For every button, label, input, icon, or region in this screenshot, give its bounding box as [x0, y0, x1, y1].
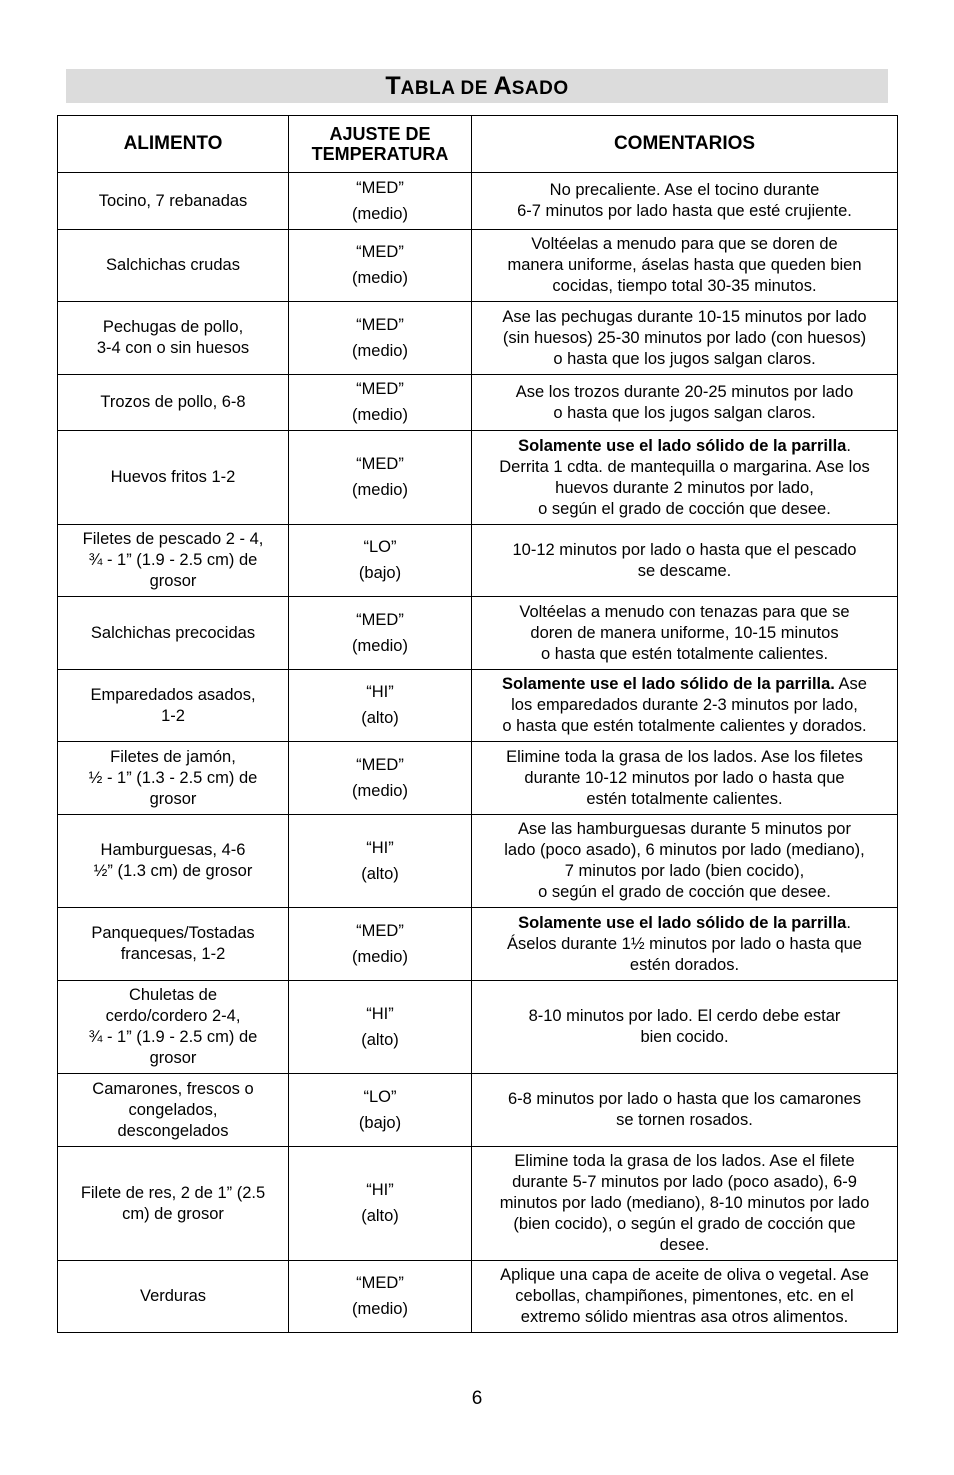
temperature-code: “MED” — [356, 243, 404, 261]
temperature-cell — [289, 670, 472, 742]
table-row — [58, 1074, 898, 1147]
table-row — [58, 908, 898, 981]
temperature-code: “MED” — [356, 755, 404, 774]
comment-cell — [472, 302, 898, 375]
comment-cell — [472, 742, 898, 815]
temperature-cell — [289, 431, 472, 525]
table-row — [58, 302, 898, 375]
food-cell: Filete de res, 2 de 1” (2.5 cm) de grosor — [58, 1147, 289, 1261]
header-food: ALIMENTO — [58, 116, 289, 173]
temperature-cell — [289, 597, 472, 670]
temperature-code: “HI” — [366, 838, 394, 857]
comment-emphasis-suffix: . — [846, 436, 851, 455]
comment-cell — [472, 670, 898, 742]
temperature-code: “HI” — [366, 683, 394, 701]
table-row — [58, 1147, 898, 1261]
comment-text: Áselos durante 1½ minutos por lado o hasta que estén dorados. — [507, 934, 862, 974]
comment-emphasis: Solamente use el lado sólido de la parrilla — [518, 436, 847, 455]
temperature-code: “HI” — [366, 1004, 394, 1023]
food-cell: Pechugas de pollo, 3-4 con o sin huesos — [58, 302, 289, 375]
temperature-code: “MED” — [356, 178, 404, 197]
comment-text: Aplique una capa de aceite de oliva o vegetal. Ase cebollas, champiñones, pimentones, etc. en el extremo sólido mientras asa otros alimentos. — [500, 1266, 869, 1326]
temperature-cell — [289, 1147, 472, 1261]
temperature-code: “MED” — [356, 921, 404, 940]
temperature-description: (medio) — [352, 481, 408, 499]
temperature-code: “MED” — [356, 1274, 404, 1292]
temperature-cell — [289, 908, 472, 981]
temperature-code: “LO” — [363, 1087, 397, 1106]
food-cell: Trozos de pollo, 6-8 — [58, 375, 289, 431]
temperature-cell — [289, 230, 472, 302]
temperature-description: (alto) — [361, 1207, 399, 1225]
table-row — [58, 815, 898, 908]
temperature-cell — [289, 1261, 472, 1333]
food-cell: Camarones, frescos o congelados, descongelados — [58, 1074, 289, 1147]
table-row — [58, 981, 898, 1074]
comment-cell — [472, 1074, 898, 1147]
comment-text: Ase los trozos durante 20-25 minutos por lado o hasta que los jugos salgan claros. — [515, 382, 854, 422]
page-number: 6 — [471, 1388, 483, 1409]
food-cell: Chuletas de cerdo/cordero 2-4, ¾ - 1” (1.9 - 2.5 cm) de grosor — [58, 981, 289, 1074]
table-row — [58, 230, 898, 302]
comment-text: 6-8 minutos por lado o hasta que los camarones se tornen rosados. — [507, 1090, 862, 1129]
comment-cell — [472, 525, 898, 597]
temperature-description: (alto) — [361, 1030, 399, 1049]
comment-emphasis-suffix: Ase — [834, 675, 867, 693]
food-cell: Hamburguesas, 4-6 ½” (1.3 cm) de grosor — [58, 815, 289, 908]
comment-text: Voltéelas a menudo para que se doren de manera uniforme, áselas hasta que queden bien cocidas, tiempo total 30-35 minutos. — [507, 235, 862, 295]
comment-text: Elimine toda la grasa de los lados. Ase el filete durante 5-7 minutos por lado (poco asado), 6-9 minutos por lado (mediano), 8-10 minutos por lado (bien cocido), o según el grado de cocción que desee. — [499, 1152, 870, 1254]
temperature-description: (medio) — [352, 341, 408, 360]
temperature-description: (alto) — [361, 864, 399, 883]
table-row — [58, 375, 898, 431]
comment-text: 8-10 minutos por lado. El cerdo debe estar bien cocido. — [528, 1007, 841, 1046]
food-cell: Filetes de jamón, ½ - 1” (1.3 - 2.5 cm) de grosor — [58, 742, 289, 815]
comment-text: No precaliente. Ase el tocino durante 6-7 minutos por lado hasta que esté crujiente. — [517, 181, 852, 220]
temperature-description: (medio) — [352, 636, 408, 655]
temperature-code: “LO” — [363, 538, 397, 556]
temperature-cell — [289, 375, 472, 431]
temperature-code: “MED” — [356, 455, 404, 473]
comment-text: Ase las pechugas durante 10-15 minutos por lado (sin huesos) 25-30 minutos por lado (con huesos) o hasta que los jugos salgan claros. — [502, 307, 867, 368]
table-row — [58, 431, 898, 525]
temperature-description: (medio) — [352, 406, 408, 424]
comment-cell — [472, 431, 898, 525]
comment-emphasis: Solamente use el lado sólido de la parrilla. — [502, 675, 835, 693]
comment-cell — [472, 981, 898, 1074]
comment-cell — [472, 815, 898, 908]
food-cell: Salchichas precocidas — [58, 597, 289, 670]
temperature-cell — [289, 173, 472, 230]
table-row — [58, 173, 898, 230]
temperature-code: “MED” — [356, 315, 404, 334]
food-cell: Emparedados asados, 1-2 — [58, 670, 289, 742]
temperature-cell — [289, 742, 472, 815]
temperature-cell — [289, 1074, 472, 1147]
food-cell: Verduras — [58, 1261, 289, 1333]
header-comments: COMENTARIOS — [472, 116, 898, 173]
temperature-cell — [289, 815, 472, 908]
food-cell: Salchichas crudas — [58, 230, 289, 302]
comment-text: 10-12 minutos por lado o hasta que el pescado se descame. — [512, 540, 857, 580]
page-title: TABLA DE ASADO — [66, 69, 888, 103]
comment-text: los emparedados durante 2-3 minutos por lado, o hasta que estén totalmente calientes y dorados. — [502, 696, 867, 735]
comment-text: Ase las hamburguesas durante 5 minutos por lado (poco asado), 6 minutos por lado (mediano), 7 minutos por lado (bien cocido), o según el grado de cocción que desee. — [504, 820, 865, 901]
food-cell: Huevos fritos 1-2 — [58, 431, 289, 525]
comment-cell — [472, 1261, 898, 1333]
table-row — [58, 670, 898, 742]
comment-emphasis: Solamente use el lado sólido de la parrilla — [518, 913, 847, 932]
table-row — [58, 1261, 898, 1333]
temperature-code: “HI” — [366, 1181, 394, 1199]
food-cell: Tocino, 7 rebanadas — [58, 173, 289, 230]
comment-cell — [472, 375, 898, 431]
table-header-row — [58, 116, 898, 173]
temperature-description: (medio) — [352, 269, 408, 287]
temperature-description: (medio) — [352, 947, 408, 966]
comment-text: Derrita 1 cdta. de mantequilla o margarina. Ase los huevos durante 2 minutos por lado, o según el grado de cocción que desee. — [499, 457, 870, 518]
comment-cell — [472, 908, 898, 981]
food-cell: Filetes de pescado 2 - 4, ¾ - 1” (1.9 - 2.5 cm) de grosor — [58, 525, 289, 597]
comment-text: Elimine toda la grasa de los lados. Ase los filetes durante 10-12 minutos por lado o hasta que estén totalmente calientes. — [506, 747, 863, 808]
temperature-description: (bajo) — [358, 1113, 402, 1132]
temperature-cell — [289, 525, 472, 597]
temperature-cell — [289, 302, 472, 375]
table-row — [58, 597, 898, 670]
temperature-description: (medio) — [352, 204, 408, 223]
comment-cell — [472, 1147, 898, 1261]
comment-cell — [472, 230, 898, 302]
grill-table — [57, 115, 898, 1333]
comment-cell — [472, 173, 898, 230]
temperature-description: (bajo) — [358, 564, 402, 582]
comment-text: Voltéelas a menudo con tenazas para que se doren de manera uniforme, 10-15 minutos o hasta que estén totalmente calientes. — [519, 602, 850, 663]
table-row — [58, 742, 898, 815]
header-temperature: AJUSTE DE TEMPERATURA — [289, 116, 472, 173]
temperature-description: (alto) — [361, 709, 399, 727]
temperature-description: (medio) — [352, 1300, 408, 1318]
temperature-code: “MED” — [356, 380, 404, 398]
table-row — [58, 525, 898, 597]
temperature-cell — [289, 981, 472, 1074]
temperature-code: “MED” — [356, 610, 404, 629]
comment-cell — [472, 597, 898, 670]
comment-emphasis-suffix: . — [846, 913, 851, 932]
food-cell: Panqueques/Tostadas francesas, 1-2 — [58, 908, 289, 981]
temperature-description: (medio) — [352, 781, 408, 800]
table-body — [58, 173, 898, 1333]
